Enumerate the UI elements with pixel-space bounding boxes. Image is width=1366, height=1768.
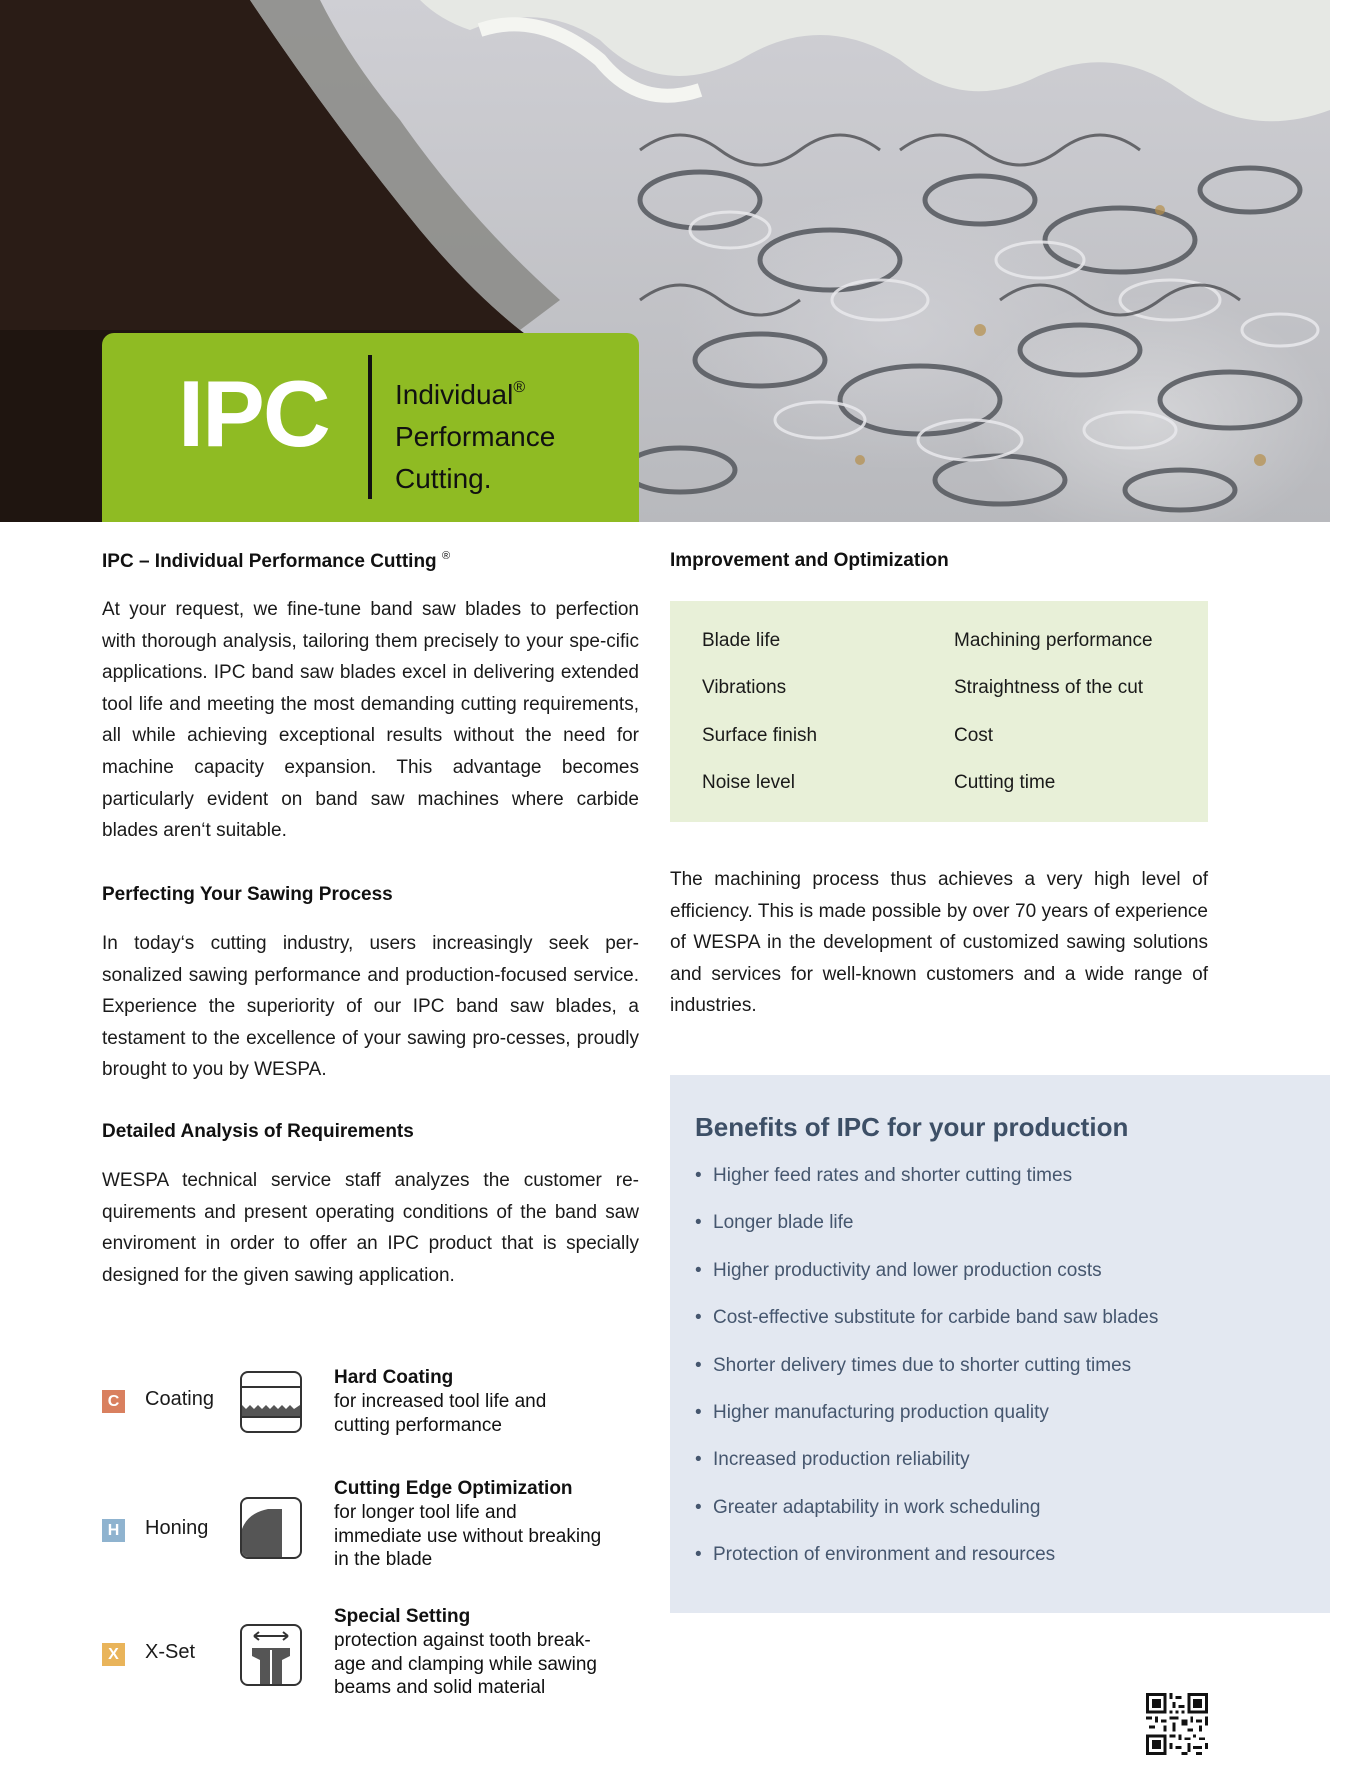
paragraph-perfecting: In today‘s cutting industry, users increasingly seek per-sonalized sawing performance and production-focused service. Experience the superiority of our IPC band saw blades, a testament to the excellence of your sawing pro-cesses, proudly brought to you by WESPA.: [102, 933, 639, 1081]
benefit-item: • Protection of environment and resources: [695, 1543, 1158, 1590]
feature-desc-xset: [334, 1629, 644, 1700]
benefit-item: • Higher manufacturing production quality: [695, 1401, 1158, 1448]
benefit-item: • Greater adaptability in work scheduling: [695, 1496, 1158, 1543]
heading-ipc: [102, 550, 450, 573]
feature-desc-coating: [334, 1390, 644, 1437]
feature-desc-line: beams and solid material: [334, 1677, 546, 1698]
honing-icon: [240, 1497, 302, 1559]
improvement-table: [670, 601, 1208, 822]
feature-honing: [102, 1478, 642, 1588]
ipc-logo-box: [102, 333, 639, 522]
feature-xset: [102, 1606, 642, 1716]
paragraph-intro: At your request, we fine-tune band saw blades to perfection with thorough analysis, tailoring them precisely to your spe-cific applications. IPC band saw blades excel in delivering extended tool life and meeting the most demanding cutting requirements, all while achieving exceptional results without the need for machine capacity expansion. This advantage becomes particularly evident on band saw machines where carbide blades aren‘t suitable.: [102, 599, 639, 842]
badge-c: C: [102, 1390, 125, 1413]
ipc-logo-tagline: [395, 367, 555, 500]
feature-title-xset: Special Setting: [334, 1606, 471, 1627]
improve-cell: Vibrations: [702, 677, 787, 698]
benefit-item: • Cost-effective substitute for carbide band saw blades: [695, 1306, 1158, 1353]
registered-mark: ®: [513, 379, 526, 396]
heading-perfecting: Perfecting Your Sawing Process: [102, 884, 393, 905]
benefit-item: • Longer blade life: [695, 1211, 1158, 1258]
improve-cell: Cost: [954, 725, 994, 746]
badge-x: X: [102, 1643, 125, 1666]
improve-cell: Cutting time: [954, 772, 1056, 793]
benefits-box: [670, 1075, 1330, 1613]
feature-desc-line: cutting performance: [334, 1414, 502, 1436]
heading-improvement: Improvement and Optimization: [670, 550, 949, 571]
benefits-list: [695, 1164, 1158, 1591]
ipc-logo-divider: [368, 355, 372, 499]
feature-desc-line: for longer tool life and: [334, 1502, 517, 1523]
feature-title-honing: Cutting Edge Optimization: [334, 1478, 573, 1499]
feature-label-coating: Coating: [145, 1388, 214, 1410]
feature-desc-line: protection against tooth break-: [334, 1630, 591, 1651]
ipc-logo-line-3: Cutting.: [395, 463, 492, 494]
benefit-item: • Increased production reliability: [695, 1448, 1158, 1495]
feature-desc-line: for increased tool life and: [334, 1391, 547, 1412]
hero-image: [0, 0, 1330, 522]
benefit-item: • Higher productivity and lower production costs: [695, 1259, 1158, 1306]
feature-label-xset: X-Set: [145, 1641, 196, 1663]
paragraph-analysis: WESPA technical service staff analyzes the customer re-quirements and present operating conditions of the band saw enviroment in order to offer an IPC product that is specially designed for the given sawing application.: [102, 1170, 639, 1286]
benefit-item: • Shorter delivery times due to shorter cutting times: [695, 1354, 1158, 1401]
improve-cell: Straightness of the cut: [954, 677, 1144, 698]
feature-coating: [102, 1367, 642, 1477]
heading-analysis: Detailed Analysis of Requirements: [102, 1121, 414, 1142]
feature-label-honing: Honing: [145, 1517, 209, 1539]
feature-desc-line: immediate use without breaking: [334, 1525, 602, 1547]
improve-cell: Machining performance: [954, 630, 1153, 651]
feature-desc-line: in the blade: [334, 1549, 433, 1570]
badge-h: H: [102, 1519, 125, 1542]
benefit-item: • Higher feed rates and shorter cutting times: [695, 1164, 1158, 1211]
feature-title-coating: Hard Coating: [334, 1367, 454, 1388]
ipc-logo-abbr: IPC: [178, 361, 329, 466]
feature-desc-honing: [334, 1501, 644, 1572]
improve-cell: Blade life: [702, 630, 781, 651]
benefits-title: Benefits of IPC for your production: [695, 1112, 1129, 1142]
xset-icon: [240, 1624, 302, 1686]
feature-desc-line: age and clamping while sawing: [334, 1653, 597, 1675]
coating-icon: [240, 1371, 302, 1433]
ipc-logo-line-1: Individual: [395, 379, 514, 410]
ipc-logo-line-2: Performance: [395, 421, 556, 452]
qr-code[interactable]: [1146, 1693, 1208, 1755]
heading-registered-mark: ®: [441, 550, 451, 562]
paragraph-efficiency: The machining process thus achieves a very high level of efficiency. This is made possible by over 70 years of experience of WESPA in the development of customized sawing solutions and services for well-known customers and a wide range of industries.: [670, 869, 1208, 1017]
improve-cell: Surface finish: [702, 725, 818, 746]
heading-ipc-text: IPC – Individual Performance Cutting: [102, 551, 437, 572]
improve-cell: Noise level: [702, 772, 795, 793]
